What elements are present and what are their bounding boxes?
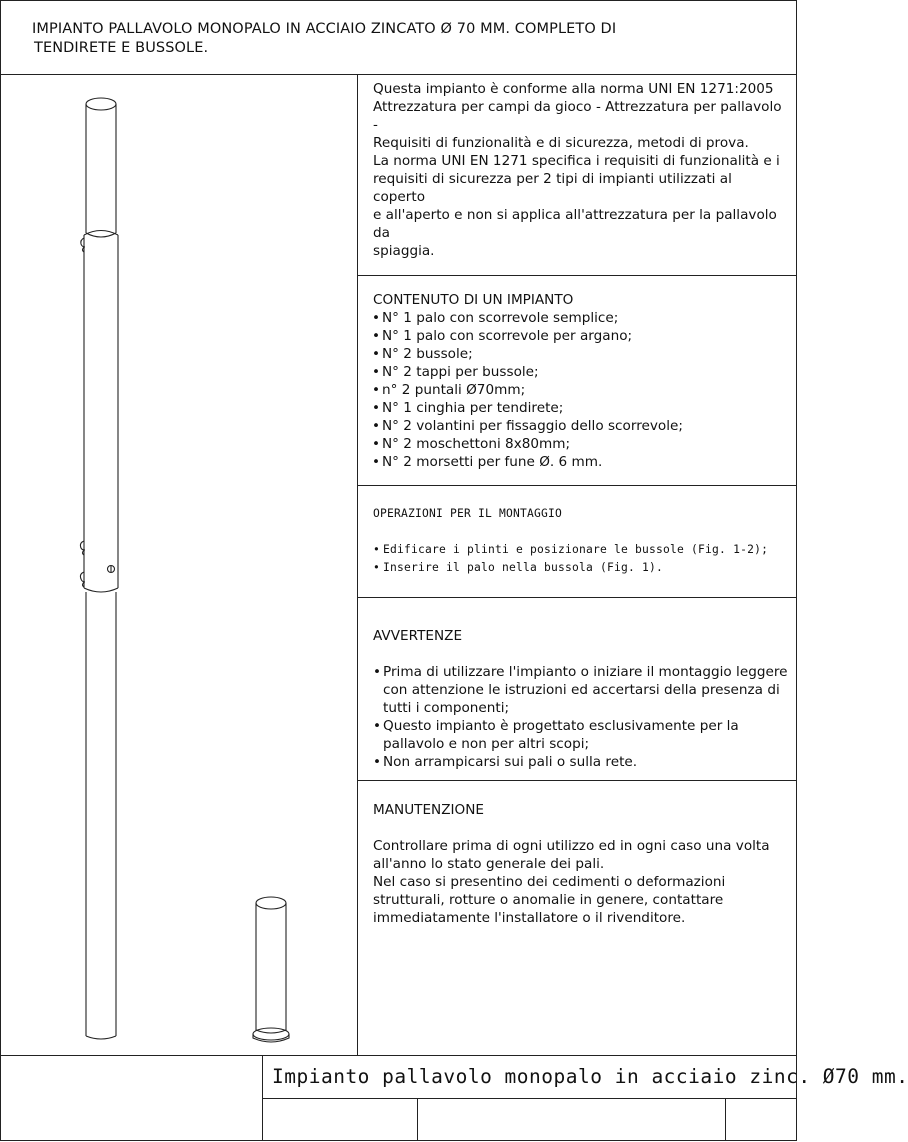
- manutenzione-line: all'anno lo stato generale dei pali.: [373, 856, 605, 872]
- pole-drawing: [0, 0, 360, 1055]
- bushing-drawing: [253, 897, 289, 1042]
- section-divider: [357, 275, 797, 276]
- contenuto-item: • N° 1 cinghia per tendirete;: [372, 399, 788, 417]
- section-divider: [357, 485, 797, 486]
- montaggio-item: • Edificare i plinti e posizionare le bussole (Fig. 1-2);: [373, 541, 788, 559]
- avvertenze-section: [373, 627, 788, 771]
- title-block-cell: [725, 1098, 726, 1141]
- contenuto-item: • N° 2 tappi per bussole;: [372, 363, 788, 381]
- contenuto-item: • N° 2 moschettoni 8x80mm;: [372, 435, 788, 453]
- avvertenze-item: • Non arrampicarsi sui pali o sulla rete.: [373, 753, 788, 771]
- montaggio-section: [373, 505, 788, 577]
- manutenzione-line: Nel caso si presentino dei cedimenti o deformazioni: [373, 874, 726, 890]
- contenuto-section: [373, 291, 788, 471]
- pole-top-section: [86, 98, 116, 237]
- title-line-2: TENDIRETE E BUSSOLE.: [34, 40, 209, 56]
- title-block-top: [0, 1055, 797, 1056]
- contenuto-item: • n° 2 puntali Ø70mm;: [372, 381, 788, 399]
- title-block-title: Impianto pallavolo monopalo in acciaio zinc. Ø70 mm.: [272, 1065, 908, 1088]
- norma-section: [373, 80, 788, 260]
- norma-line: requisiti di sicurezza per 2 tipi di impianti utilizzati al coperto: [373, 171, 732, 205]
- norma-line: Attrezzatura per campi da gioco - Attrezzatura per pallavolo -: [373, 99, 782, 133]
- norma-line: Questa impianto è conforme alla norma UNI EN 1271:2005: [373, 81, 774, 97]
- norma-line: e all'aperto e non si applica all'attrezzatura per la pallavolo da: [373, 207, 777, 241]
- contenuto-item: • N° 2 volantini per fissaggio dello scorrevole;: [372, 417, 788, 435]
- norma-line: spiaggia.: [373, 243, 435, 259]
- title-line-1: IMPIANTO PALLAVOLO MONOPALO IN ACCIAIO ZINCATO Ø 70 MM. COMPLETO DI: [32, 21, 617, 37]
- contenuto-heading: CONTENUTO DI UN IMPIANTO: [373, 292, 574, 308]
- contenuto-item: • N° 2 bussole;: [372, 345, 788, 363]
- montaggio-heading: OPERAZIONI PER IL MONTAGGIO: [373, 507, 563, 520]
- pole-lower-section: [86, 592, 116, 1039]
- montaggio-item: • Inserire il palo nella bussola (Fig. 1).: [373, 559, 788, 577]
- avvertenze-item: • Prima di utilizzare l'impianto o iniziare il montaggio leggere con attenzione le istruzioni ed accertarsi della presenza di tutti i componenti;: [373, 663, 788, 717]
- manutenzione-section: [373, 801, 788, 927]
- manutenzione-line: strutturali, rotture o anomalie in genere, contattare: [373, 892, 724, 908]
- manutenzione-line: immediatamente l'installatore o il rivenditore.: [373, 910, 686, 926]
- title-block-row: [262, 1098, 797, 1099]
- norma-line: La norma UNI EN 1271 specifica i requisiti di funzionalità e i: [373, 153, 780, 169]
- manutenzione-line: Controllare prima di ogni utilizzo ed in ogni caso una volta: [373, 838, 770, 854]
- title-block-cell: [417, 1098, 418, 1141]
- norma-line: Requisiti di funzionalità e di sicurezza, metodi di prova.: [373, 135, 749, 151]
- section-divider: [357, 597, 797, 598]
- section-divider: [357, 780, 797, 781]
- avvertenze-item: • Questo impianto è progettato esclusivamente per la pallavolo e non per altri scopi;: [373, 717, 788, 753]
- contenuto-item: • N° 1 palo con scorrevole per argano;: [372, 327, 788, 345]
- contenuto-item: • N° 2 morsetti per fune Ø. 6 mm.: [372, 453, 788, 471]
- contenuto-item: • N° 1 palo con scorrevole semplice;: [372, 309, 788, 327]
- pole-upper-sleeve: [80, 231, 118, 593]
- avvertenze-heading: AVVERTENZE: [373, 628, 463, 644]
- manutenzione-heading: MANUTENZIONE: [373, 802, 484, 818]
